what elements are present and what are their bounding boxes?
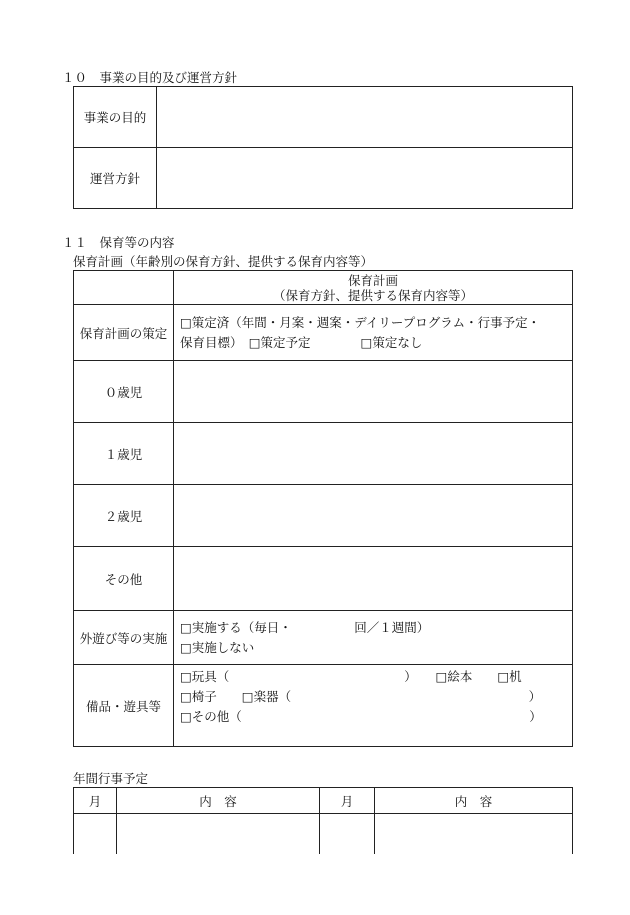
plan-header-line1: 保育計画: [347, 272, 398, 288]
annual-heading: 年間行事予定: [73, 771, 149, 786]
month-cell-1[interactable]: [74, 814, 117, 854]
section11-heading: １１ 保育等の内容: [62, 235, 175, 250]
outdoor-yes-option[interactable]: □実施する（毎日・ 回／１週間）: [180, 619, 430, 635]
age1-field[interactable]: [174, 423, 573, 485]
outdoor-options: [174, 611, 573, 665]
annual-events-table: [73, 787, 573, 854]
purpose-policy-table: [73, 86, 573, 209]
purpose-field[interactable]: [157, 87, 573, 148]
plan-options-line1[interactable]: □策定済（年間・月案・週案・デイリープログラム・行事予定・: [180, 314, 541, 330]
equipment-label: 備品・遊具等: [74, 665, 174, 747]
section11-subheading: 保育計画（年齢別の保育方針、提供する保育内容等）: [73, 254, 374, 269]
equipment-options: [174, 665, 573, 747]
plan-header: [174, 271, 573, 305]
age2-label: ２歳児: [74, 485, 174, 547]
age2-field[interactable]: [174, 485, 573, 547]
col-month-2: 月: [320, 788, 375, 814]
policy-label: 運営方針: [74, 148, 157, 209]
plan-label: 保育計画の策定: [74, 305, 174, 361]
section10-heading: １０ 事業の目的及び運営方針: [62, 70, 238, 85]
care-plan-table: [73, 270, 573, 747]
equipment-line2[interactable]: □椅子 □楽器（ ）: [180, 689, 542, 704]
plan-header-line2: （保育方針、提供する保育内容等）: [272, 287, 473, 303]
age0-label: ０歳児: [74, 361, 174, 423]
col-content-2: 内 容: [375, 788, 573, 814]
plan-options: [174, 305, 573, 361]
policy-field[interactable]: [157, 148, 573, 209]
age0-field[interactable]: [174, 361, 573, 423]
outdoor-label: 外遊び等の実施: [74, 611, 174, 665]
purpose-label: 事業の目的: [74, 87, 157, 148]
equipment-line3[interactable]: □その他（ ）: [180, 709, 542, 724]
other-age-field[interactable]: [174, 547, 573, 611]
content-cell-1[interactable]: [117, 814, 320, 854]
header-blank-cell: [74, 271, 174, 305]
equipment-line1[interactable]: □玩具（ ） □絵本 □机: [180, 669, 522, 684]
month-cell-2[interactable]: [320, 814, 375, 854]
col-month-1: 月: [74, 788, 117, 814]
plan-options-line2[interactable]: 保育目標） □策定予定 □策定なし: [180, 334, 423, 350]
age1-label: １歳児: [74, 423, 174, 485]
outdoor-no-option[interactable]: □実施しない: [180, 639, 255, 655]
other-age-label: その他: [74, 547, 174, 611]
content-cell-2[interactable]: [375, 814, 573, 854]
col-content-1: 内 容: [117, 788, 320, 814]
